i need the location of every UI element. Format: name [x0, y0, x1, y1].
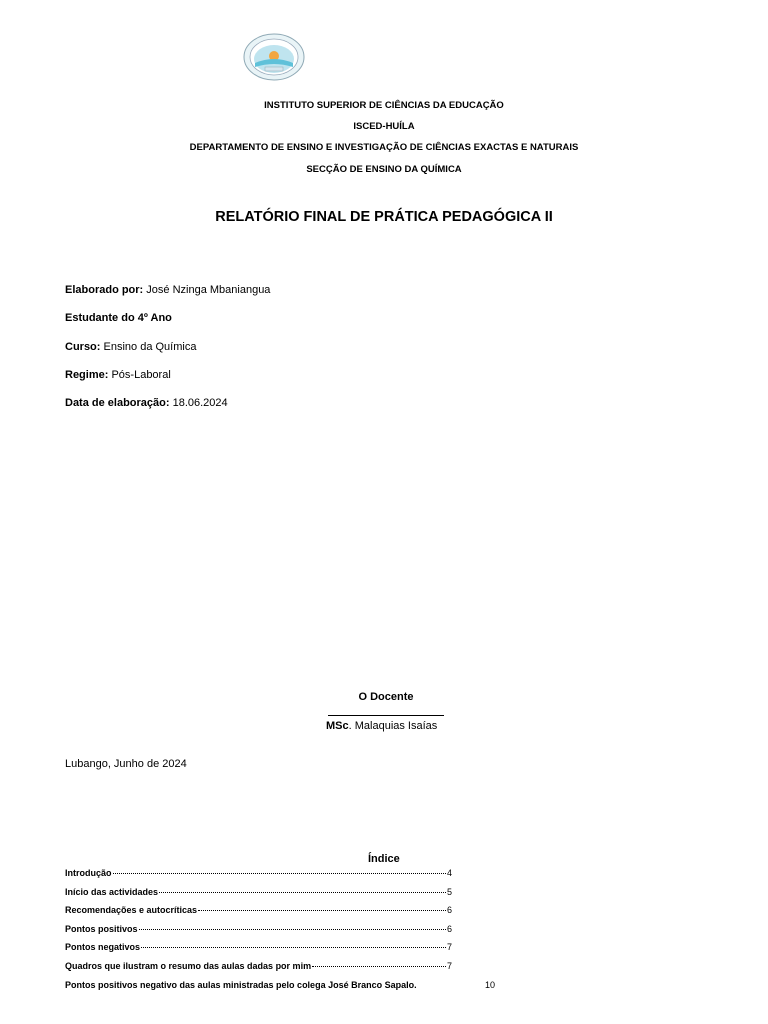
- toc-entry-label: Introdução: [65, 868, 112, 878]
- toc-entry-label: Recomendações e autocríticas: [65, 905, 198, 915]
- toc-entry-page: 7: [446, 961, 452, 971]
- toc-entry-page: 7: [446, 942, 452, 952]
- toc-leader: [312, 966, 446, 967]
- author-label: Elaborado por:: [65, 284, 144, 296]
- toc-entry-page: 4: [446, 868, 452, 878]
- signature-line: [328, 715, 444, 716]
- course-label: Curso:: [65, 341, 101, 353]
- institute-acronym: ISCED-HUÍLA: [353, 121, 415, 132]
- regime-label: Regime:: [65, 369, 109, 381]
- date-field: [65, 397, 228, 409]
- student-field: [65, 312, 172, 324]
- department-name: DEPARTAMENTO DE ENSINO E INVESTIGAÇÃO DE CIÊNCIAS EXACTAS E NATURAIS: [189, 142, 579, 153]
- toc-leader: [141, 947, 446, 948]
- author-value: José Nzinga Mbaniangua: [143, 284, 271, 296]
- toc-leader: [113, 873, 446, 874]
- toc-leader: [139, 929, 446, 930]
- toc-entry[interactable]: [65, 961, 452, 971]
- toc-entry-page: 6: [446, 905, 452, 915]
- toc-entry-page: 10: [485, 980, 496, 990]
- signature-name: [326, 720, 437, 732]
- signature-title: MSc: [326, 720, 349, 732]
- date-label: Data de elaboração:: [65, 397, 170, 409]
- toc-leader: [159, 892, 446, 893]
- course-field: [65, 341, 196, 353]
- toc-entry-label: Pontos positivos: [65, 924, 138, 934]
- toc-entry[interactable]: [65, 868, 452, 878]
- toc-entry-label: Quadros que ilustram o resumo das aulas dadas por mim: [65, 961, 312, 971]
- toc-entry[interactable]: [65, 942, 452, 952]
- institution-logo: [243, 33, 305, 81]
- toc-entry-page: 5: [446, 887, 452, 897]
- toc-entry[interactable]: [65, 980, 417, 990]
- student-label: Estudante do 4º Ano: [65, 312, 172, 324]
- place-date: Lubango, Junho de 2024: [65, 758, 187, 770]
- toc-entry[interactable]: [65, 887, 452, 897]
- institute-name: INSTITUTO SUPERIOR DE CIÊNCIAS DA EDUCAÇÃO: [264, 100, 504, 111]
- toc-entry-label: Pontos positivos negativo das aulas ministradas pelo colega José Branco Sapalo.: [65, 980, 417, 990]
- toc-leader: [198, 910, 446, 911]
- regime-field: [65, 369, 171, 381]
- document-title: RELATÓRIO FINAL DE PRÁTICA PEDAGÓGICA II: [215, 209, 553, 225]
- signature-role: O Docente: [358, 691, 414, 703]
- index-title: Índice: [368, 853, 400, 865]
- toc-entry-label: Início das actividades: [65, 887, 159, 897]
- section-name: SECÇÃO DE ENSINO DA QUÍMICA: [306, 164, 462, 175]
- date-value: 18.06.2024: [169, 397, 228, 409]
- toc-entry[interactable]: [65, 924, 452, 934]
- toc-entry-label: Pontos negativos: [65, 942, 141, 952]
- signature-person: . Malaquias Isaías: [348, 720, 438, 732]
- toc-entry[interactable]: [65, 905, 452, 915]
- toc-entry-page: 6: [446, 924, 452, 934]
- regime-value: Pós-Laboral: [108, 369, 171, 381]
- course-value: Ensino da Química: [100, 341, 197, 353]
- author-field: [65, 284, 270, 296]
